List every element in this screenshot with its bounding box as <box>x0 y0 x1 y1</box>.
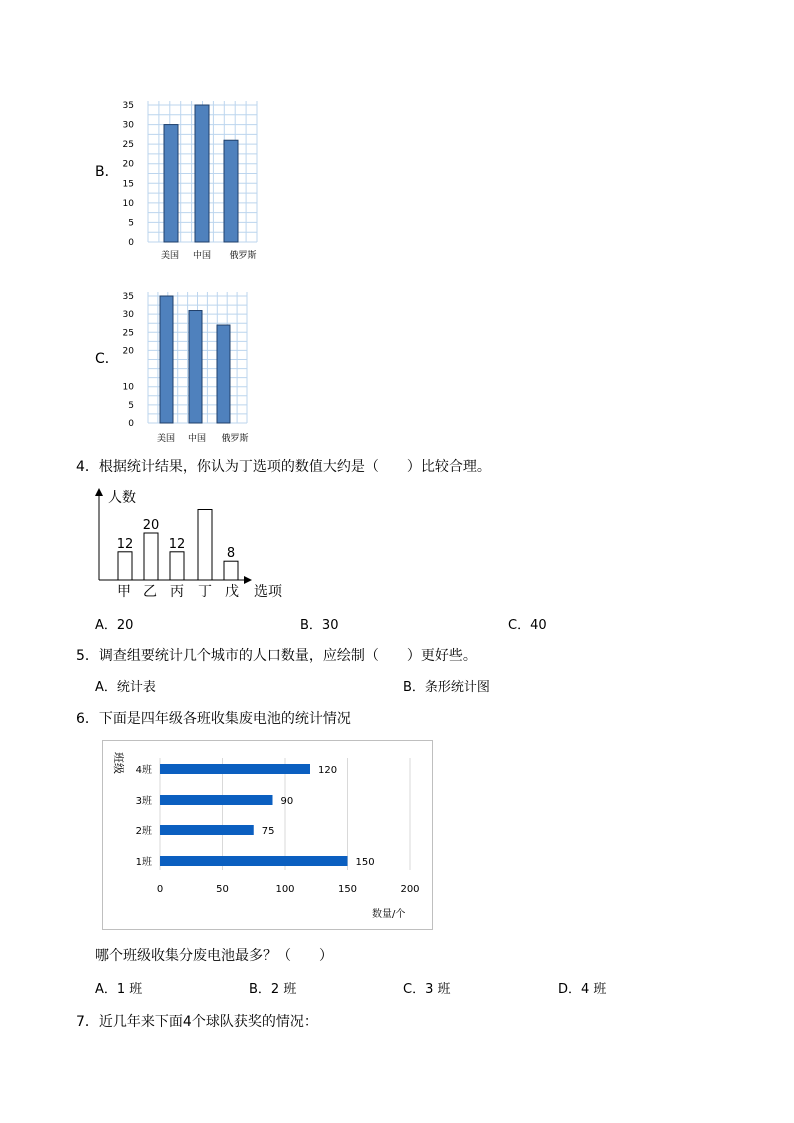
category-label: 4班 <box>135 765 152 776</box>
data-label: 12 <box>168 536 186 552</box>
bar <box>164 125 178 242</box>
category-label: 2班 <box>135 826 152 837</box>
q6-option-b[interactable]: B．2 班 <box>249 982 297 997</box>
bar <box>160 764 310 774</box>
bar <box>195 105 209 242</box>
chart-q6 <box>102 740 434 931</box>
y-tick-label: 25 <box>122 328 134 339</box>
q6-question: 哪个班级收集分废电池最多？（ ） <box>95 948 333 964</box>
bar <box>144 533 158 580</box>
q4-option-b[interactable]: B．30 <box>300 618 339 633</box>
category-label: 戊 <box>225 584 239 600</box>
y-axis-label: 班级 <box>112 752 125 774</box>
x-tick-label: 0 <box>156 884 164 895</box>
category-label: 俄罗斯 <box>229 251 257 261</box>
data-label: 20 <box>142 518 160 533</box>
bar <box>160 795 273 805</box>
q6-option-c[interactable]: C．3 班 <box>403 982 451 997</box>
option-c-label: C． <box>95 351 119 367</box>
bar <box>160 296 173 423</box>
y-tick-label: 20 <box>122 159 134 170</box>
data-label: 90 <box>280 796 294 807</box>
y-tick-label: 0 <box>128 419 134 429</box>
category-label: 1班 <box>135 857 152 868</box>
y-tick-label: 10 <box>122 198 134 209</box>
q7-text: 7．近几年来下面4个球队获奖的情况： <box>76 1014 318 1030</box>
q5-option-b[interactable]: B．条形统计图 <box>403 680 490 695</box>
y-tick-label: 35 <box>122 101 134 111</box>
y-tick-label: 15 <box>122 179 134 190</box>
x-tick-label: 150 <box>337 884 358 895</box>
option-b-label: B． <box>95 164 119 180</box>
x-tick-label: 50 <box>216 884 229 895</box>
q6-text: 6．下面是四年级各班收集废电池的统计情况 <box>76 711 351 727</box>
y-tick-label: 25 <box>122 140 134 151</box>
y-tick-label: 10 <box>122 382 134 393</box>
bar <box>160 856 348 866</box>
category-label: 美国 <box>160 251 180 261</box>
data-label: 120 <box>318 765 338 776</box>
x-axis-label: 数量/个 <box>372 909 406 920</box>
bar <box>217 325 230 423</box>
q5-text: 5．调查组要统计几个城市的人口数量，应绘制（ ）更好些。 <box>76 648 477 664</box>
data-label: 150 <box>355 857 375 868</box>
bar <box>198 510 212 581</box>
q6-option-a[interactable]: A．1 班 <box>95 982 143 997</box>
x-axis-label: 选项 <box>254 584 282 600</box>
category-label: 乙 <box>143 584 157 600</box>
chart-q4 <box>88 484 288 604</box>
y-tick-label: 20 <box>122 346 134 357</box>
category-label: 丙 <box>170 584 184 600</box>
q4-text: 4．根据统计结果，你认为丁选项的数值大约是（ ）比较合理。 <box>76 459 491 475</box>
x-tick-label: 200 <box>400 884 420 895</box>
bar <box>189 311 202 423</box>
y-tick-label: 5 <box>128 218 134 229</box>
y-tick-label: 0 <box>128 238 134 248</box>
q4-option-c[interactable]: C．40 <box>508 618 547 633</box>
y-tick-label: 35 <box>122 292 134 302</box>
data-label: 8 <box>226 546 236 562</box>
category-label: 3班 <box>135 796 152 807</box>
y-axis-label: 人数 <box>108 490 136 506</box>
category-label: 甲 <box>117 584 131 600</box>
category-label: 丁 <box>198 584 212 600</box>
q6-option-d[interactable]: D．4 班 <box>558 982 607 997</box>
y-tick-label: 30 <box>122 120 134 131</box>
chart-option-b <box>115 82 263 262</box>
data-label: 12 <box>116 536 134 552</box>
category-label: 俄罗斯 <box>221 434 249 444</box>
x-tick-label: 100 <box>275 884 295 895</box>
chart-option-c <box>115 272 263 447</box>
data-label: 75 <box>261 826 275 837</box>
bar <box>160 825 254 835</box>
category-label: 中国 <box>192 251 212 261</box>
bar <box>224 561 238 580</box>
y-tick-label: 5 <box>128 400 134 411</box>
bar <box>224 140 238 242</box>
bar <box>170 552 184 580</box>
y-tick-label: 30 <box>122 310 134 321</box>
category-label: 中国 <box>187 434 207 444</box>
bar <box>118 552 132 580</box>
category-label: 美国 <box>156 434 176 444</box>
q4-option-a[interactable]: A．20 <box>95 618 134 633</box>
q5-option-a[interactable]: A．统计表 <box>95 680 156 695</box>
